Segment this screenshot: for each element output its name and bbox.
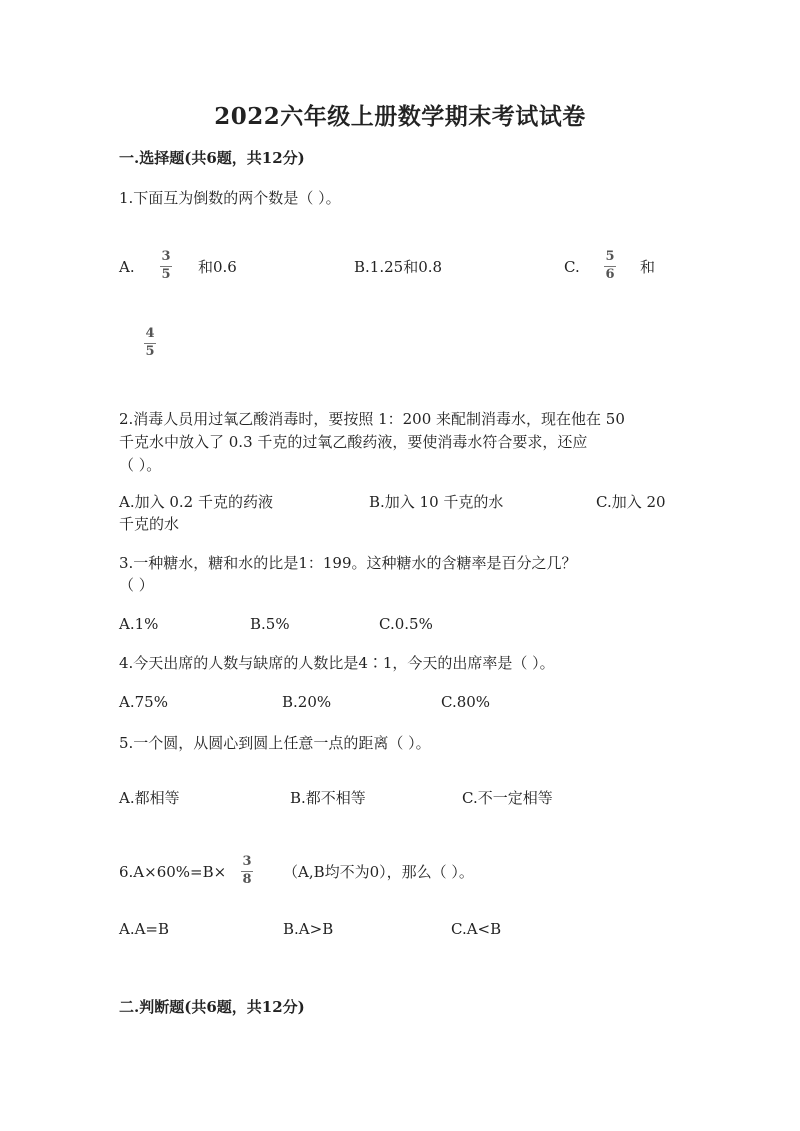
- question-6-option-a: A.A=B: [119, 920, 170, 938]
- question-2-option-c-continued: 千克的水: [119, 515, 180, 533]
- question-1-option-c-label: C.: [564, 258, 580, 276]
- question-2-stem-line-1: 2.消毒人员用过氧乙酸消毒时，要按照 1：200 来配制消毒水，现在他在 50: [119, 410, 625, 428]
- question-3-option-b: B.5%: [250, 615, 290, 633]
- question-5-stem: 5.一个圆，从圆心到圆上任意一点的距离（ ）。: [119, 734, 431, 752]
- question-3-stem-line-2: （ ）: [119, 576, 154, 594]
- fraction-numerator: 4: [145, 326, 155, 341]
- question-3-option-a: A.1%: [119, 615, 159, 633]
- fraction-denominator: 5: [161, 267, 171, 282]
- question-1-option-c-fraction: [604, 250, 616, 282]
- question-3-option-c: C.0.5%: [379, 615, 433, 633]
- question-1-option-c-text: 和: [640, 258, 656, 276]
- fraction-denominator: 8: [242, 872, 252, 887]
- question-6-stem-suffix: （A,B均不为0），那么（ ）。: [283, 863, 474, 881]
- question-1-stem: 1.下面互为倒数的两个数是（ ）。: [119, 189, 341, 207]
- fraction-numerator: 5: [605, 249, 615, 264]
- question-1-option-a-text: 和0.6: [198, 258, 237, 276]
- question-1-option-b: B.1.25和0.8: [354, 258, 443, 276]
- question-6-option-b: B.A>B: [283, 920, 334, 938]
- question-2-stem-line-2: 千克水中放入了 0.3 千克的过氧乙酸药液，要使消毒水符合要求，还应: [119, 433, 588, 451]
- question-2-stem-line-3: （ ）。: [119, 456, 162, 474]
- question-4-option-b: B.20%: [282, 693, 332, 711]
- question-1-option-c-fraction-2: [144, 327, 156, 359]
- question-3-stem-line-1: 3.一种糖水，糖和水的比是1：199。这种糖水的含糖率是百分之几？: [119, 554, 577, 572]
- question-6-fraction: [241, 855, 253, 887]
- section-heading-choice: 一.选择题(共6题，共12分): [119, 149, 305, 167]
- question-2-option-a: A.加入 0.2 千克的药液: [119, 493, 273, 511]
- fraction-denominator: 5: [145, 344, 155, 359]
- fraction-numerator: 3: [161, 249, 171, 264]
- question-6-stem-prefix: 6.A×60%=B×: [119, 863, 227, 881]
- question-4-option-a: A.75%: [119, 693, 168, 711]
- question-6-option-c: C.A<B: [451, 920, 502, 938]
- question-5-option-a: A.都相等: [119, 789, 180, 807]
- question-2-option-c: C.加入 20: [596, 493, 666, 511]
- page-title: 2022六年级上册数学期末考试试卷: [214, 103, 586, 130]
- fraction-denominator: 6: [605, 267, 615, 282]
- section-heading-true-false: 二.判断题(共6题，共12分): [119, 998, 305, 1016]
- question-1-option-a-fraction: [160, 250, 172, 282]
- fraction-numerator: 3: [242, 854, 252, 869]
- question-5-option-b: B.都不相等: [290, 789, 366, 807]
- question-2-option-b: B.加入 10 千克的水: [369, 493, 504, 511]
- question-4-stem: 4.今天出席的人数与缺席的人数比是4∶1，今天的出席率是（ ）。: [119, 654, 555, 672]
- question-5-option-c: C.不一定相等: [462, 789, 553, 807]
- question-4-option-c: C.80%: [441, 693, 491, 711]
- question-1-option-a-label: A.: [119, 258, 135, 276]
